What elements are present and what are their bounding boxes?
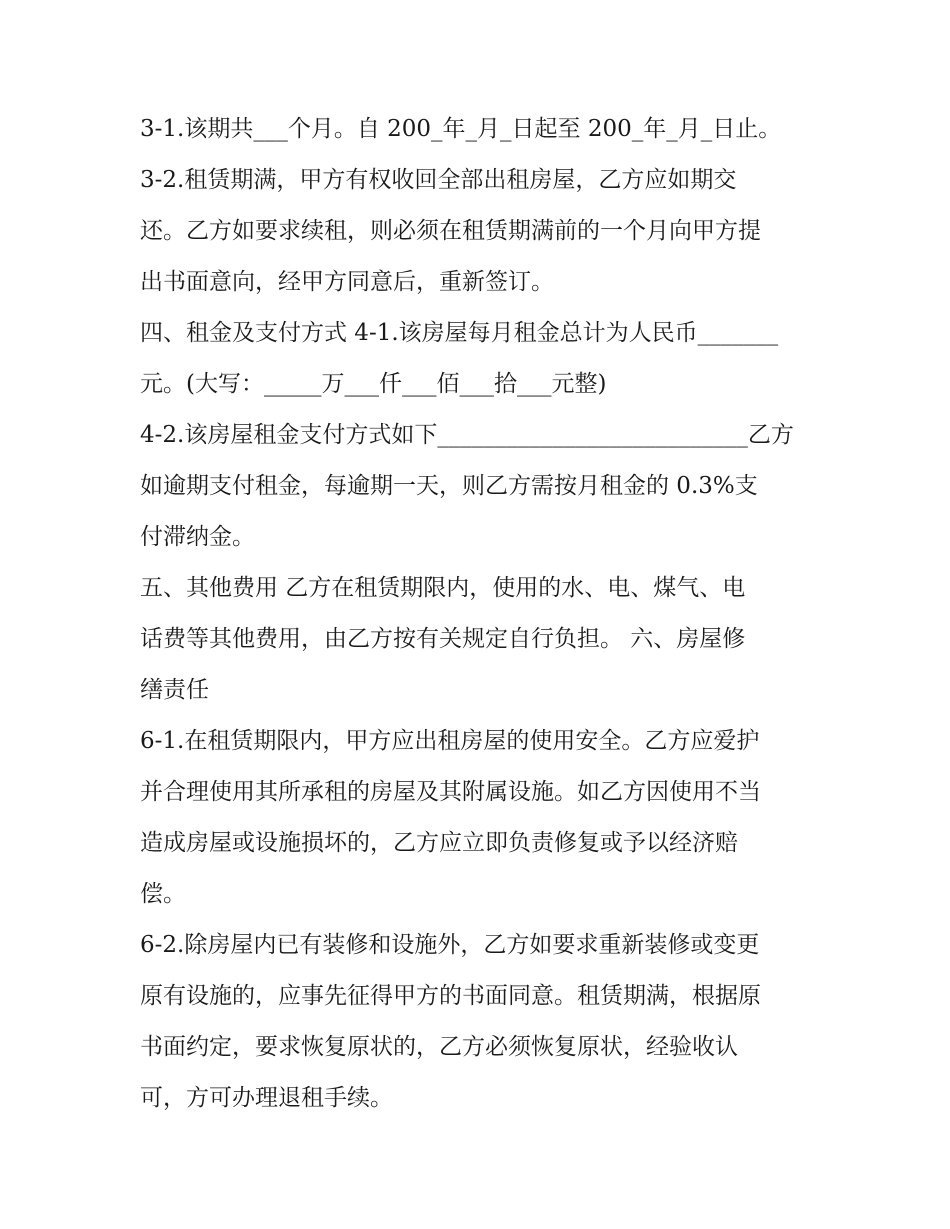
- text-line: 6-1.在租赁期限内，甲方应出租房屋的使用安全。乙方应爱护: [140, 728, 760, 754]
- text-line: 偿。: [140, 881, 186, 907]
- text-line: 6-2.除房屋内已有装修和设施外，乙方如要求重新装修或变更: [140, 932, 760, 958]
- text-line: 四、租金及支付方式 4-1.该房屋每月租金总计为人民币_______: [140, 320, 779, 346]
- text-line: 并合理使用其所承租的房屋及其附属设施。如乙方因使用不当: [140, 779, 761, 805]
- text-line: 元。(大写：_____万___仟___佰___拾___元整): [140, 371, 607, 397]
- text-line: 如逾期支付租金，每逾期一天，则乙方需按月租金的 0.3%支: [140, 473, 758, 499]
- text-line: 造成房屋或设施损坏的，乙方应立即负责修复或予以经济赔: [140, 830, 738, 856]
- text-line: 书面约定，要求恢复原状的，乙方必须恢复原状，经验收认: [140, 1034, 738, 1060]
- text-line: 4-2.该房屋租金支付方式如下___________________________乙方: [140, 422, 794, 448]
- text-line: 缮责任: [140, 677, 209, 703]
- text-line: 付滞纳金。: [140, 524, 255, 550]
- text-line: 3-1.该期共___个月。自 200_年_月_日起至 200_年_月_日止。: [140, 116, 782, 142]
- document-body: [140, 104, 820, 1124]
- text-line: 可，方可办理退租手续。: [140, 1085, 393, 1111]
- text-line: 还。乙方如要求续租，则必须在租赁期满前的一个月向甲方提: [140, 218, 761, 244]
- text-line: 3-2.租赁期满，甲方有权收回全部出租房屋，乙方应如期交: [140, 167, 737, 193]
- text-line: 出书面意向，经甲方同意后，重新签订。: [140, 269, 554, 295]
- text-line: 原有设施的，应事先征得甲方的书面同意。租赁期满，根据原: [140, 983, 761, 1009]
- text-line: 五、其他费用 乙方在租赁期限内，使用的水、电、煤气、电: [140, 575, 746, 601]
- text-line: 话费等其他费用，由乙方按有关规定自行负担。 六、房屋修: [140, 626, 746, 652]
